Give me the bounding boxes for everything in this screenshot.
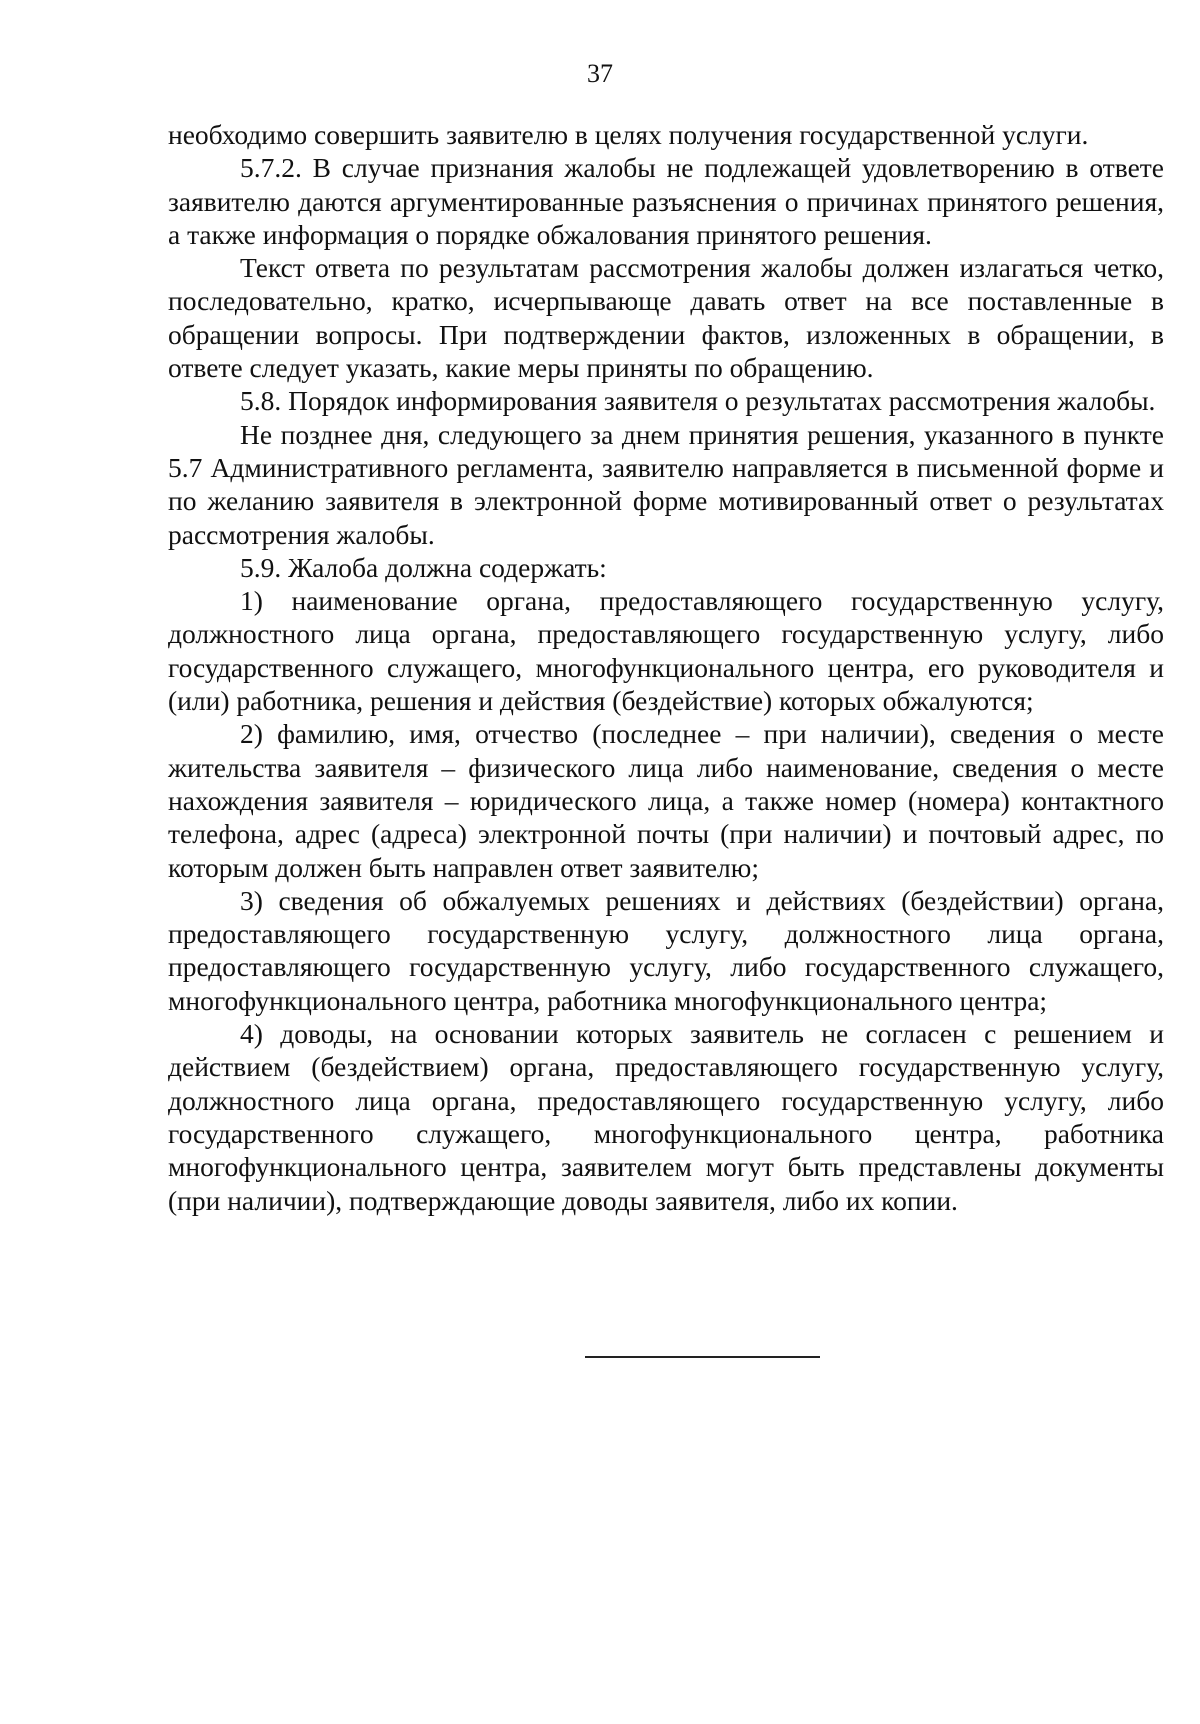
paragraph: Не позднее дня, следующего за днем принятия решения, указанного в пункте 5.7 Административного регламента, заявителю направляется в письменной форме и по желанию заявителя в электронной форме мотивированный ответ о результатах рассмотрения жалобы. <box>168 418 1164 550</box>
paragraph: 1) наименование органа, предоставляющего государственную услугу, должностного лица органа, предоставляющего государственную услугу, либо государственного служащего, многофункционального центра, его руководителя и (или) работника, решения и действия (бездействие) которых обжалуются; <box>168 585 1164 717</box>
page-number: 37 <box>587 59 613 88</box>
paragraph: 5.8. Порядок информирования заявителя о результатах рассмотрения жалобы. <box>240 385 1156 417</box>
paragraph: необходимо совершить заявителю в целях получения государственной услуги. <box>168 119 1089 150</box>
paragraph: 5.9. Жалоба должна содержать: <box>240 551 607 583</box>
paragraph: Текст ответа по результатам рассмотрения жалобы должен излагаться четко, последовательно, кратко, исчерпывающе давать ответ на все поставленные в обращении вопросы. При подтверждении фактов, изложенных в обращении, в ответе следует указать, какие меры приняты по обращению. <box>168 252 1164 384</box>
paragraph: 3) сведения об обжалуемых решениях и действиях (бездействии) органа, предоставляющего государственную услугу, должностного лица органа, предоставляющего государственную услугу, либо государственного служащего, многофункционального центра, работника многофункционального центра; <box>168 884 1164 1016</box>
end-of-document-rule <box>585 1356 820 1358</box>
document-body <box>168 118 1164 1217</box>
paragraph: 4) доводы, на основании которых заявитель не согласен с решением и действием (бездействием) органа, предоставляющего государственную услугу, должностного лица органа, предоставляющего государственную услугу, либо государственного служащего, многофункционального центра, работника многофункционального центра, заявителем могут быть представлены документы (при наличии), подтверждающие доводы заявителя, либо их копии. <box>168 1018 1164 1216</box>
paragraph: 2) фамилию, имя, отчество (последнее – при наличии), сведения о месте жительства заявителя – физического лица либо наименование, сведения о месте нахождения заявителя – юридического лица, а также номер (номера) контактного телефона, адрес (адреса) электронной почты (при наличии) и почтовый адрес, по которым должен быть направлен ответ заявителю; <box>168 718 1164 883</box>
paragraph: 5.7.2. В случае признания жалобы не подлежащей удовлетворению в ответе заявителю даются аргументированные разъяснения о причинах принятого решения, а также информация о порядке обжалования принятого решения. <box>168 152 1164 250</box>
